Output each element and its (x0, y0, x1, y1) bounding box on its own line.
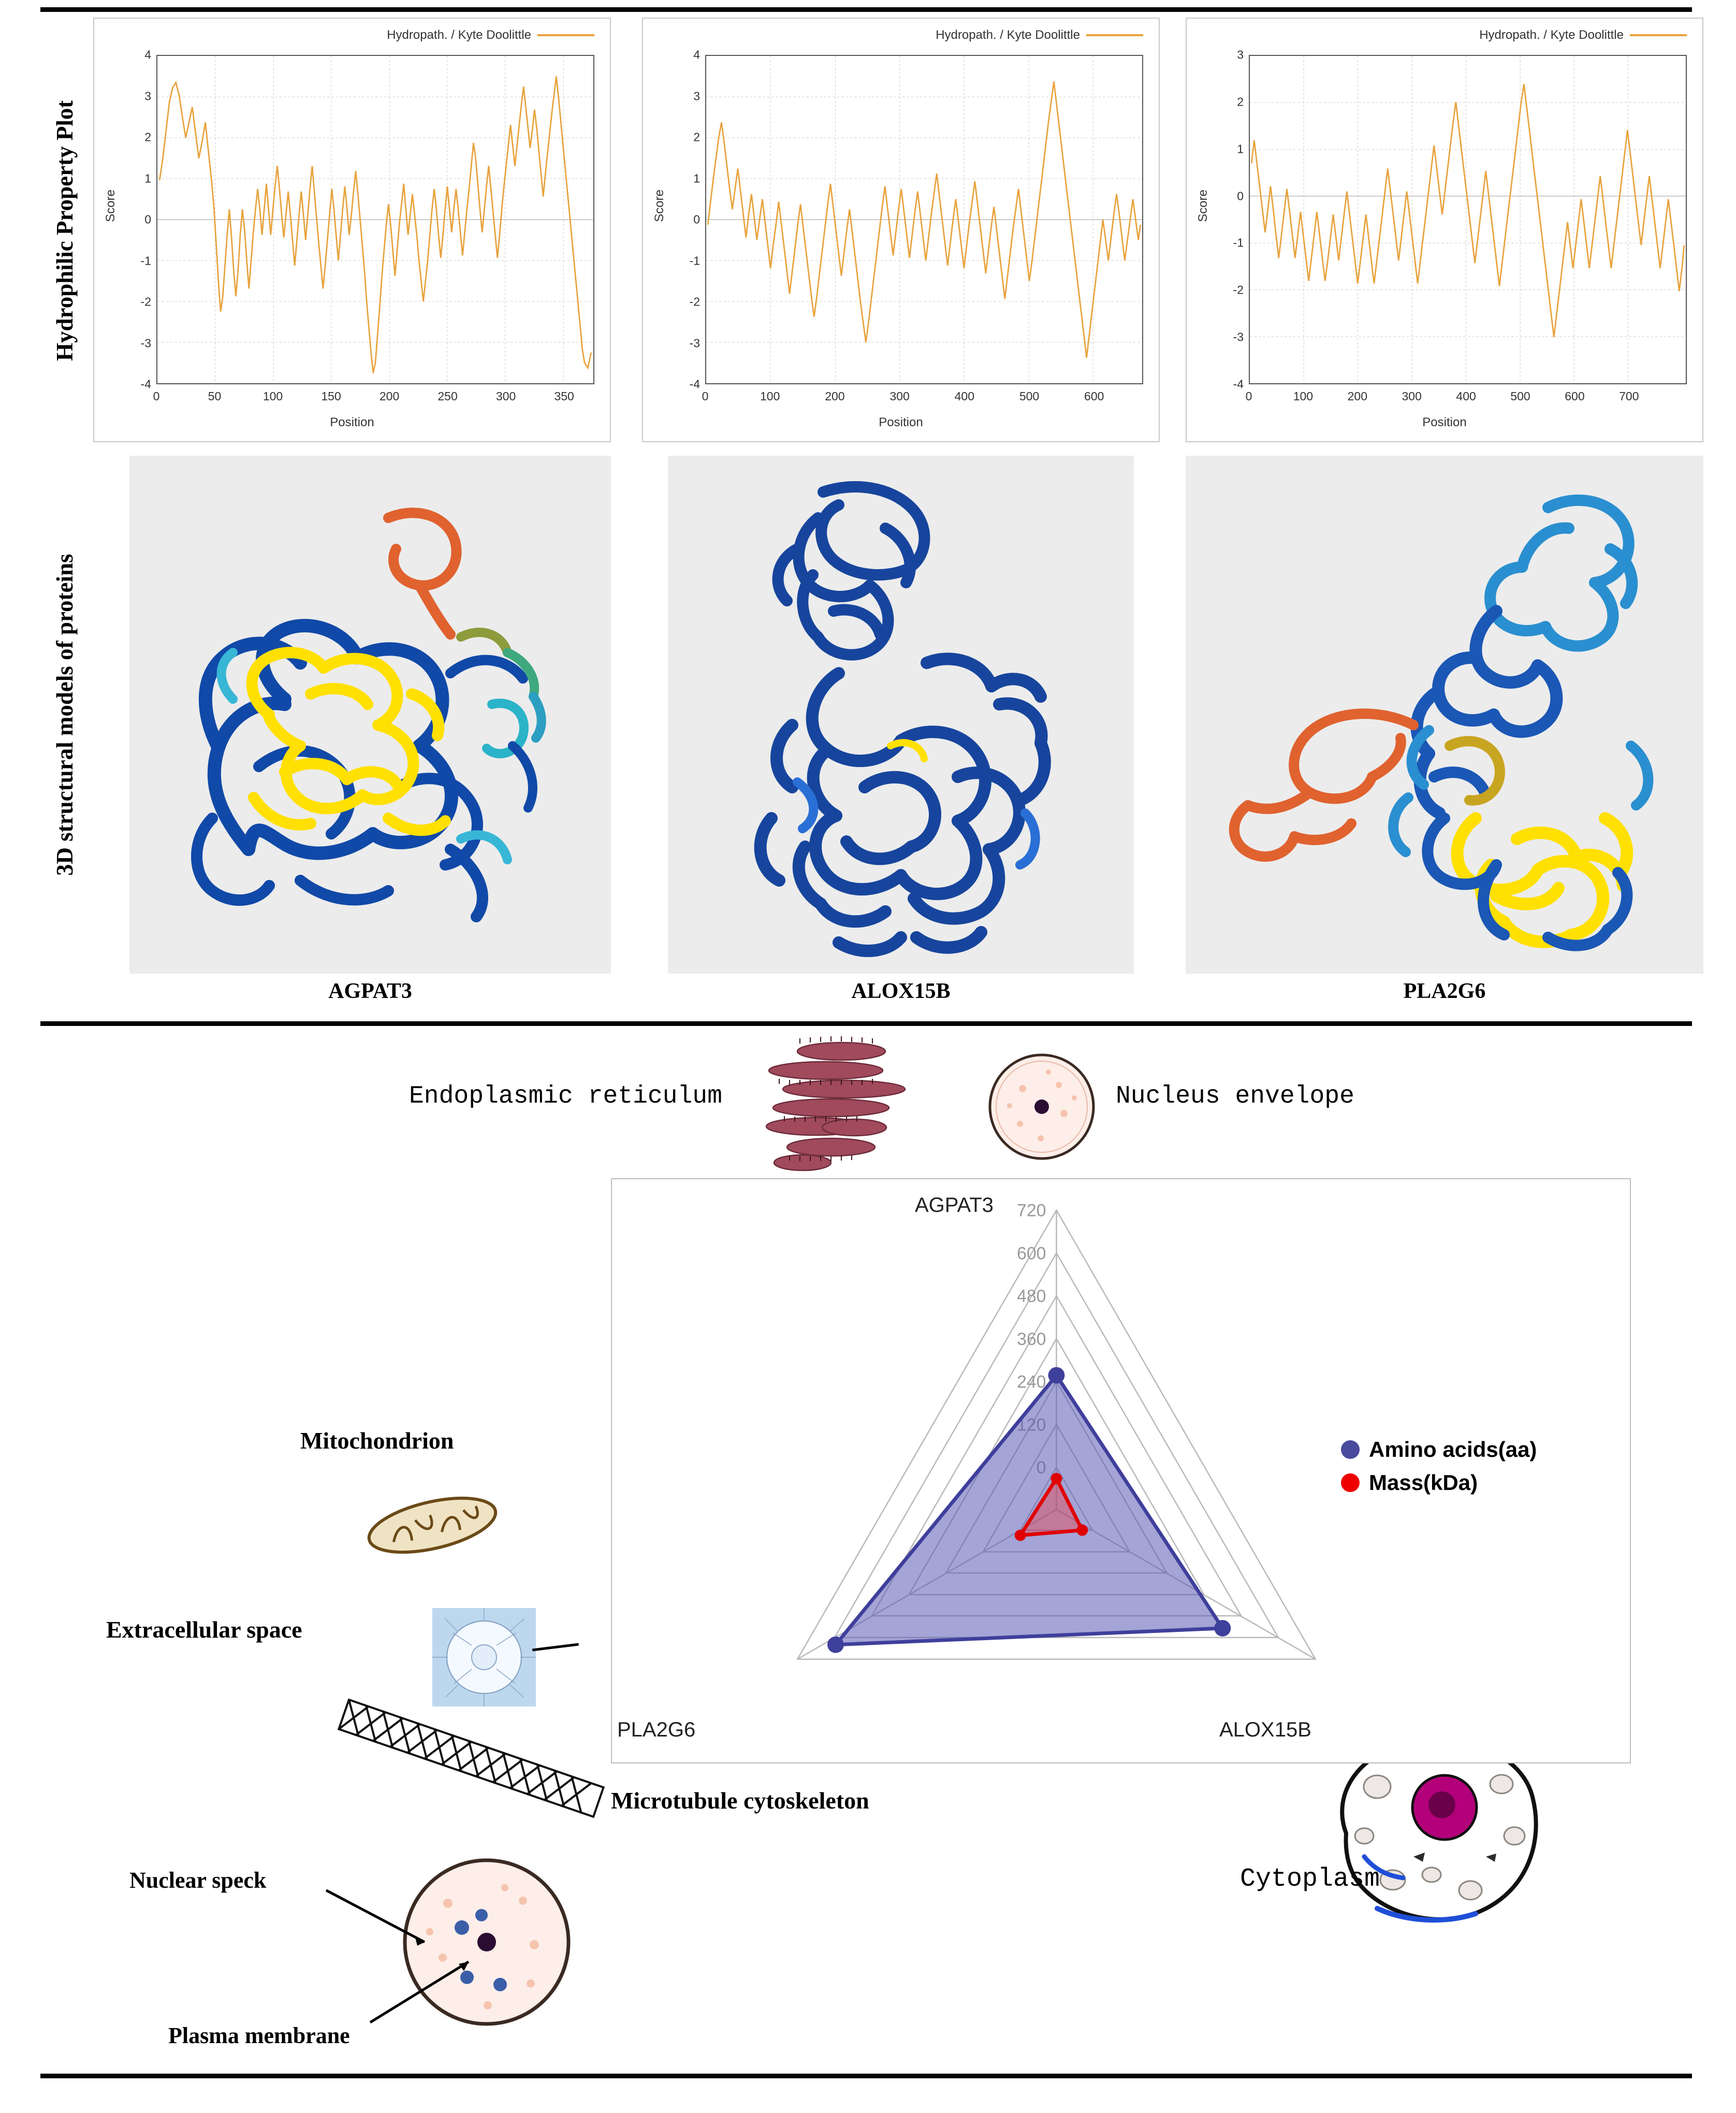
hydropathy-ylabel-agpat3: Score (104, 190, 118, 222)
ytick: 0 (1237, 189, 1244, 203)
hydropathy-ylabel-alox15b: Score (652, 190, 666, 222)
hydropathy-legend-label: Hydropath. / Kyte Doolittle (1479, 28, 1624, 42)
divider-middle (40, 1021, 1692, 1026)
radar-tick-600: 600 (1017, 1243, 1046, 1264)
xtick: 50 (208, 389, 222, 403)
hydropathy-legend-line-icon (537, 34, 594, 36)
hydropathy-legend-agpat3 (387, 28, 594, 42)
hydropathy-plot-alox15b (642, 18, 1160, 442)
ytick: 2 (693, 130, 700, 144)
ytick: 4 (144, 48, 151, 62)
xtick: 300 (495, 389, 516, 403)
radar-axis-label-agpat3: AGPAT3 (915, 1194, 994, 1217)
radar-series-amino-acids (836, 1376, 1222, 1645)
ytick: 2 (1237, 95, 1244, 109)
xtick: 200 (825, 389, 845, 403)
hydropathy-legend-label: Hydropath. / Kyte Doolittle (387, 28, 531, 42)
radar-tick-720: 720 (1017, 1200, 1046, 1221)
hydropathy-legend-line-icon (1630, 34, 1687, 36)
connector-nuclear-speck-arrow (321, 1883, 445, 1955)
hydropathy-ylabel-pla2g6: Score (1196, 190, 1210, 222)
xtick: 200 (1347, 389, 1367, 403)
hydropathy-axes-agpat3 (156, 55, 594, 384)
row-label-hydrophilic-plot: Hydrophilic Property Plot (52, 100, 78, 361)
xtick: 500 (1019, 389, 1040, 403)
ytick: -3 (1233, 330, 1244, 344)
ytick: -1 (140, 254, 151, 267)
hydropathy-xlabel-pla2g6: Position (1422, 415, 1467, 429)
label-mitochondrion: Mitochondrion (300, 1427, 454, 1454)
radar-axis-label-alox15b: ALOX15B (1219, 1718, 1311, 1741)
radar-tick-480: 480 (1017, 1286, 1046, 1307)
connector-extracellular (532, 1643, 579, 1652)
label-endoplasmic-reticulum: Endoplasmic reticulum (409, 1082, 722, 1110)
microtubule-illustration (326, 1699, 616, 1818)
ytick: 2 (144, 130, 151, 144)
xtick: 100 (760, 389, 780, 403)
label-microtubule-cytoskeleton: Microtubule cytoskeleton (611, 1787, 869, 1814)
mitochondrion-illustration (362, 1492, 502, 1559)
xtick: 400 (954, 389, 975, 403)
ytick: -4 (689, 377, 700, 391)
radar-axis-label-pla2g6: PLA2G6 (617, 1718, 696, 1741)
hydropathy-trace-agpat3 (157, 56, 593, 383)
endoplasmic-reticulum-illustration (753, 1033, 924, 1176)
hydropathy-trace-pla2g6 (1250, 56, 1686, 383)
ytick: -2 (140, 295, 151, 309)
hydropathy-plot-pla2g6 (1186, 18, 1703, 442)
extracellular-space-illustration (432, 1608, 536, 1706)
structure-model-pla2g6 (1186, 456, 1703, 974)
label-plasma-membrane: Plasma membrane (168, 2023, 350, 2048)
row-label-3d-structures: 3D structural models of proteins (52, 554, 78, 876)
xtick: 600 (1565, 389, 1585, 403)
radar-legend-item-amino-acids (1341, 1437, 1537, 1462)
legend-label-mass: Mass(kDa) (1369, 1470, 1478, 1495)
structure-ribbon-pla2g6 (1186, 456, 1703, 974)
xtick: 600 (1084, 389, 1104, 403)
hydropathy-axes-pla2g6 (1249, 55, 1687, 384)
ytick: -4 (140, 377, 151, 391)
legend-dot-icon-mass (1341, 1473, 1360, 1492)
legend-label-amino-acids: Amino acids(aa) (1369, 1437, 1537, 1461)
hydropathy-legend-alox15b (936, 28, 1143, 42)
hydropathy-trace-alox15b (706, 56, 1142, 383)
hydropathy-legend-line-icon (1086, 34, 1143, 36)
connector-plasma-membrane-arrow (362, 1952, 487, 2030)
structure-ribbon-agpat3 (129, 456, 611, 974)
ytick: -1 (689, 254, 700, 267)
ytick: -1 (1233, 236, 1244, 250)
ytick: -2 (1233, 283, 1244, 297)
ytick: -3 (689, 336, 700, 350)
structure-caption-alox15b: ALOX15B (851, 979, 951, 1003)
ytick: -3 (140, 336, 151, 350)
xtick: 200 (379, 389, 400, 403)
hydropathy-axes-alox15b (705, 55, 1143, 384)
xtick: 100 (1293, 389, 1314, 403)
divider-top (40, 7, 1692, 12)
structure-ribbon-alox15b (668, 456, 1134, 974)
ytick: 3 (1237, 48, 1244, 62)
ytick: 1 (144, 171, 151, 185)
ytick: -2 (689, 295, 700, 309)
ytick: 1 (693, 171, 700, 185)
hydropathy-xlabel-agpat3: Position (330, 415, 374, 429)
xtick: 300 (889, 389, 910, 403)
structure-caption-pla2g6: PLA2G6 (1403, 979, 1486, 1003)
ytick: 4 (693, 48, 700, 62)
radar-legend-item-mass (1341, 1470, 1537, 1495)
radar-tick-240: 240 (1017, 1372, 1046, 1392)
xtick: 0 (702, 389, 709, 403)
xtick: 100 (262, 389, 283, 403)
ytick: 0 (144, 212, 151, 226)
xtick: 400 (1456, 389, 1476, 403)
hydropathy-legend-label: Hydropath. / Kyte Doolittle (936, 28, 1080, 42)
ytick: 3 (693, 89, 700, 103)
xtick: 0 (1245, 389, 1252, 403)
radar-tick-360: 360 (1017, 1329, 1046, 1349)
structure-model-agpat3 (129, 456, 611, 974)
label-nucleus-envelope: Nucleus envelope (1116, 1082, 1354, 1110)
xtick: 150 (321, 389, 341, 403)
label-extracellular-space: Extracellular space (106, 1616, 302, 1643)
structure-model-alox15b (668, 456, 1134, 974)
divider-bottom (40, 2074, 1692, 2078)
nucleus-envelope-illustration (986, 1051, 1098, 1163)
label-nuclear-speck: Nuclear speck (129, 1868, 267, 1893)
xtick: 300 (1402, 389, 1422, 403)
hydropathy-xlabel-alox15b: Position (879, 415, 923, 429)
xtick: 350 (554, 389, 574, 403)
ytick: 1 (1237, 142, 1244, 156)
ytick: -4 (1233, 377, 1244, 391)
legend-dot-icon-amino-acids (1341, 1440, 1360, 1459)
xtick: 700 (1619, 389, 1639, 403)
hydropathy-plot-agpat3 (93, 18, 611, 442)
ytick: 3 (144, 89, 151, 103)
xtick: 0 (153, 389, 160, 403)
xtick: 500 (1510, 389, 1530, 403)
ytick: 0 (693, 212, 700, 226)
hydropathy-legend-pla2g6 (1479, 28, 1687, 42)
structure-caption-agpat3: AGPAT3 (328, 979, 412, 1003)
radar-legend (1341, 1437, 1537, 1503)
label-cytoplasm: Cytoplasm (1240, 1864, 1380, 1894)
xtick: 250 (437, 389, 458, 403)
